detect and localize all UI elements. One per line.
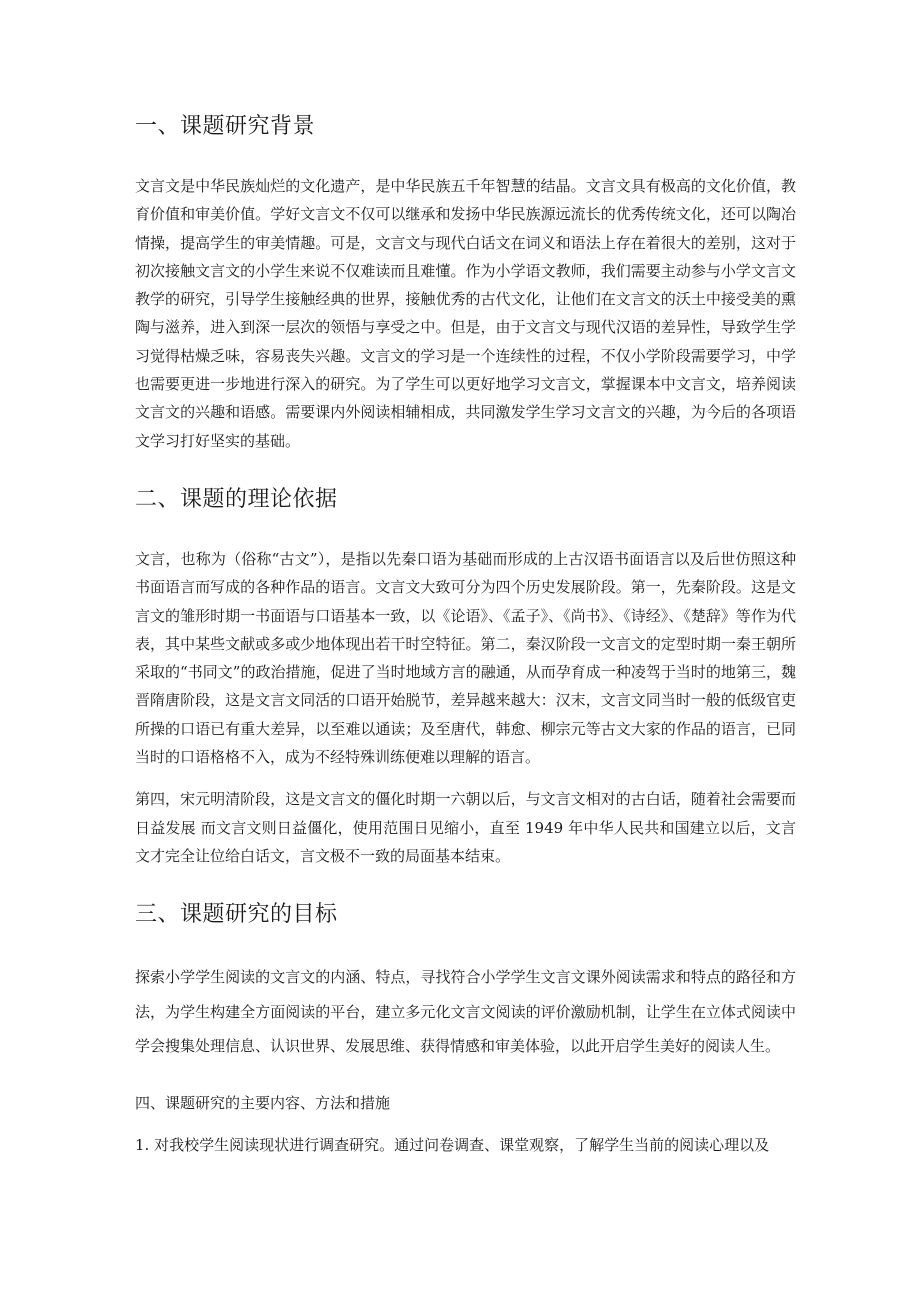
section-heading-background: 一、课题研究背景 <box>135 114 316 139</box>
paragraph-goals: 探索小学学生阅读的文言文的内涵、特点，寻找符合小学学生文言文课外阅读需求和特点的路径和方法，为学生构建全方面阅读的平台，建立多元化文言文阅读的评价激励机制，让学生在立体式阅读中学会搜集处理信息、认识世界、发展思维、获得情感和审美体验，以此开启学生美好的阅读人生。 <box>135 968 796 1055</box>
section-heading-content: 四、课题研究的主要内容、方法和措施 <box>135 1094 391 1113</box>
paragraph-theory-2: 第四，宋元明清阶段，这是文言文的僵化时期一六朝以后，与文言文相对的古白话，随着社会需要而日益发展 而文言文则日益僵化，使用范围日见缩小，直至 1949 年中华人民共和国建立以后，文言文才完全让位给白话文，言文极不一致的局面基本结束。 <box>135 790 796 865</box>
section-heading-theory: 二、课题的理论依据 <box>135 486 338 512</box>
section-heading-goals: 三、课题研究的目标 <box>135 902 338 928</box>
document-page <box>135 112 796 1159</box>
paragraph-content-1: 1. 对我校学生阅读现状进行调查研究。通过问卷调查、课堂观察，了解学生当前的阅读心理以及 <box>135 1136 770 1155</box>
paragraph-background: 文言文是中华民族灿烂的文化遗产，是中华民族五千年智慧的结晶。文言文具有极高的文化价值，教育价值和审美价值。学好文言文不仅可以继承和发扬中华民族源远流长的优秀传统文化，还可以陶冶情操，提高学生的审美情趣。可是，文言文与现代白话文在词义和语法上存在着很大的差别，这对于初次接触文言文的小学生来说不仅难读而且难懂。作为小学语文教师，我们需要主动参与小学文言文教学的研究，引导学生接触经典的世界，接触优秀的古代文化，让他们在文言文的沃土中接受美的熏陶与滋养，进入到深一层次的领悟与享受之中。但是，由于文言文与现代汉语的差异性，导致学生学习觉得枯燥乏味，容易丧失兴趣。文言文的学习是一个连续性的过程，不仅小学阶段需要学习，中学也需要更进一步地进行深入的研究。为了学生可以更好地学习文言文，掌握课本中文言文，培养阅读文言文的兴趣和语感。需要课内外阅读相辅相成，共同激发学生学习文言文的兴趣，为今后的各项语文学习打好坚实的基础。 <box>135 177 796 450</box>
paragraph-theory-1: 文言，也称为（俗称“古文”），是指以先秦口语为基础而形成的上古汉语书面语言以及后世仿照这种书面语言而写成的各种作品的语言。文言文大致可分为四个历史发展阶段。第一，先秦阶段。这是文言文的雏形时期一书面语与口语基本一致，以《论语》、《孟子》、《尚书》、《诗经》、《楚辞》等作为代表，其中某些文献或多或少地体现出若干时空特征。第二，秦汉阶段一文言文的定型时期一秦王朝所采取的“书同文”的政治措施，促进了当时地域方言的融通，从而孕育成一种凌驾于当时的地第三，魏晋隋唐阶段，这是文言文同活的口语开始脱节，差异越来越大：汉末，文言文同当时一般的低级官吏所操的口语已有重大差异，以至难以通读；及至唐代，韩愈、柳宗元等古文大家的作品的语言，已同当时的口语格格不入，成为不经特殊训练便难以理解的语言。 <box>135 549 796 767</box>
